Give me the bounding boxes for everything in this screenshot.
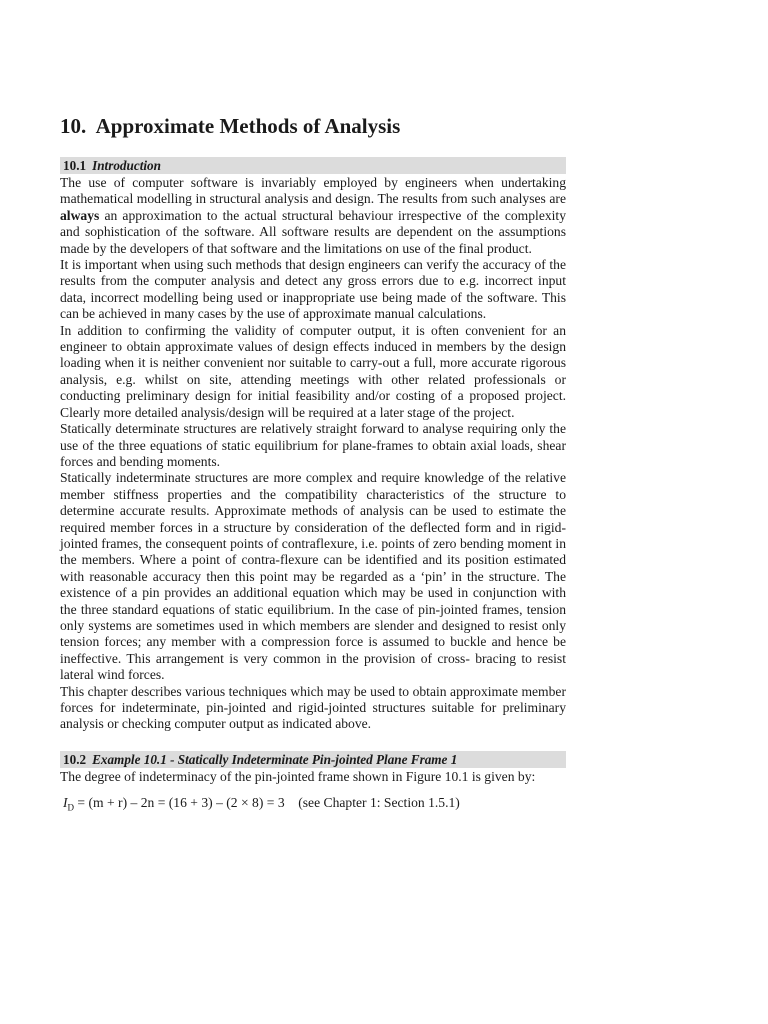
page-content [60, 112, 566, 816]
section-number: 10.2 [63, 751, 87, 767]
section-number: 10.1 [63, 158, 87, 173]
chapter-title-text: Approximate Methods of Analysis [95, 114, 401, 138]
chapter-title [60, 112, 566, 140]
emphasis-always: always [60, 207, 100, 223]
equation-reference: (see Chapter 1: Section 1.5.1) [298, 795, 460, 811]
section-title: Introduction [92, 158, 161, 173]
section-title: Example 10.1 - Statically Indeterminate Pin-jointed Plane Frame 1 [92, 751, 458, 767]
paragraph-1 [60, 175, 566, 257]
section-spacer [60, 733, 566, 751]
paragraph-1-part-a: The use of computer software is invariably employed by engineers when undertaking mathematical modelling in structural analysis and design. The results from such analyses are [60, 175, 566, 207]
example-intro: The degree of indeterminacy of the pin-jointed frame shown in Figure 10.1 is given by: [60, 768, 536, 784]
equation-expression: = (m + r) – 2n = (16 + 3) – (2 × 8) = 3 [74, 795, 285, 811]
section-heading-10-1 [60, 157, 566, 174]
paragraph-5: Statically indeterminate structures are more complex and require knowledge of the relative member stiffness properties and the compatibility characteristics of the structure to determine accurate results. Approximate methods of analysis can be used to estimate the required member forces in a structure by consideration of the deflected form and in rigid-jointed frames, the consequent points of contraflexure, i.e. points of zero bending moment in the members. Where a point of contra-flexure can be identified and its position estimated with reasonable accuracy then this point may be regarded as a ‘pin’ in the structure. The existence of a pin provides an additional equation which may be used in conjunction with the three standard equations of static equilibrium. In the case of pin-jointed frames, tension only systems are sometimes used in which members are slender and designed to resist only tension forces; any member with a compression force is assumed to buckle and hence be ineffective. This arrangement is very common in the provision of cross- bracing to resist lateral wind forces. [60, 470, 566, 683]
paragraph-2: It is important when using such methods that design engineers can verify the accuracy of the results from the computer analysis and detect any gross errors due to e.g. incorrect input data, incorrect modelling being used or inappropriate use being made of the software. This can be achieved in many cases by the use of approximate manual calculations. [60, 257, 566, 322]
section-heading-10-2 [60, 751, 566, 768]
paragraph-6: This chapter describes various techniques which may be used to obtain approximate member forces for indeterminate, pin-jointed and rigid-jointed structures suitable for preliminary analysis or checking computer output as indicated above. [60, 683, 566, 732]
paragraph-4: Statically determinate structures are relatively straight forward to analyse requiring only the use of the three equations of static equilibrium for plane-frames to obtain axial loads, shear forces and bending moments. [60, 421, 566, 469]
paragraph-1-part-b: an approximation to the actual structural behaviour irrespective of the complexity and sophistication of the software. All software results are dependent on the assumptions made by the developers of that software and the limitations on use of the final product. [60, 207, 566, 256]
indeterminacy-equation [60, 795, 566, 816]
equation-variable: I [63, 795, 68, 811]
paragraph-3: In addition to confirming the validity of computer output, it is often convenient for an engineer to obtain approximate values of design effects induced in members by the design loading when it is neither convenient nor suitable to carry-out a full, more accurate rigorous analysis, e.g. whilst on site, attending meetings with other related professionals or conducting preliminary design for initial feasibility and/or costing of a proposed project. Clearly more detailed analysis/design will be required at a later stage of the project. [60, 322, 566, 420]
chapter-number: 10. [60, 114, 87, 138]
equation-subscript: D [67, 802, 75, 813]
